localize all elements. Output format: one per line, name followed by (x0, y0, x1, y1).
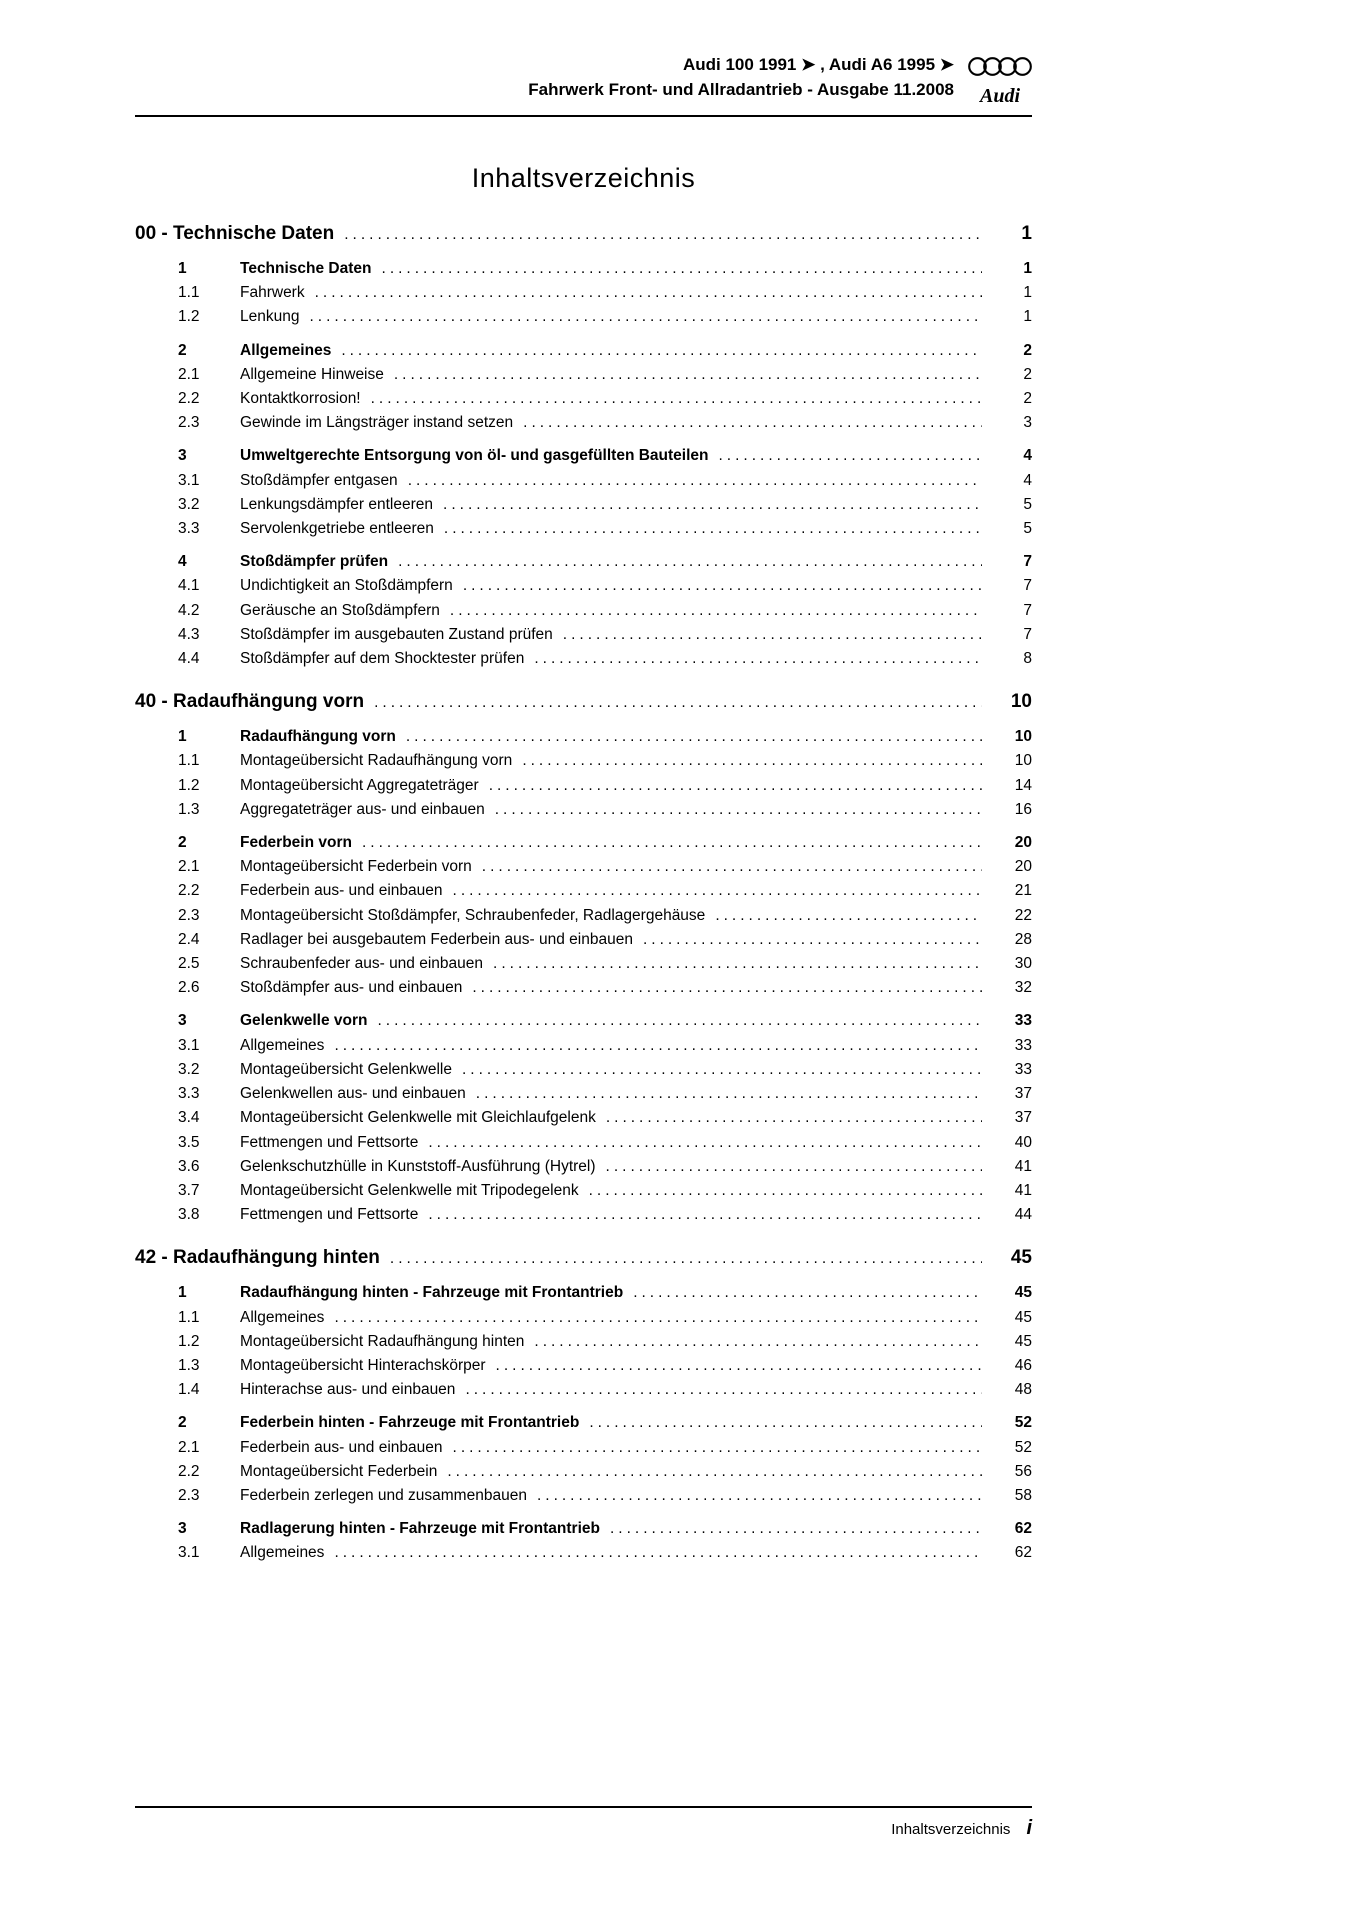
toc-section-title: Umweltgerechte Entsorgung von öl- und gasgefüllten Bauteilen (240, 447, 709, 465)
toc-section-number: 3.2 (178, 495, 200, 513)
toc-section-title: Radlagerung hinten - Fahrzeuge mit Frontantrieb (240, 1520, 600, 1538)
toc-section-number: 2.3 (178, 414, 200, 432)
toc-section-page: 45 (1014, 1284, 1032, 1302)
dot-leader (428, 1203, 982, 1227)
toc-section-title: Gelenkwelle vorn (240, 1012, 368, 1030)
toc-section-number: 3.8 (178, 1206, 200, 1224)
toc-section-title: Montageübersicht Hinterachskörper (240, 1356, 486, 1374)
toc-section-row (135, 257, 1032, 281)
toc-section-page: 37 (1014, 1109, 1032, 1127)
toc-section-row (135, 952, 1032, 976)
toc (135, 220, 1032, 1566)
dot-leader (537, 1484, 982, 1508)
toc-section-page: 62 (1014, 1544, 1032, 1562)
toc-section-title: Montageübersicht Federbein (240, 1462, 438, 1480)
dot-leader (334, 1541, 982, 1565)
dot-leader (394, 363, 982, 387)
toc-section-title: Schraubenfeder aus- und einbauen (240, 955, 484, 973)
dot-leader (493, 952, 982, 976)
toc-section-row (135, 1484, 1032, 1508)
audi-logo-block (968, 52, 1032, 107)
dot-leader (344, 221, 982, 248)
toc-section-number: 2.1 (178, 365, 200, 383)
dot-leader (382, 257, 982, 281)
toc-section-title: Lenkungsdämpfer entleeren (240, 495, 434, 513)
toc-section-number: 1 (178, 1284, 187, 1302)
dot-leader (534, 647, 982, 671)
toc-section-row (135, 599, 1032, 623)
toc-section-row (135, 1306, 1032, 1330)
toc-section-number: 2.2 (178, 390, 200, 408)
toc-section-number: 1 (178, 728, 187, 746)
toc-section-title: Fettmengen und Fettsorte (240, 1206, 419, 1224)
toc-section-title: Technische Daten (240, 260, 372, 277)
toc-chapter-row (135, 688, 1032, 716)
toc-section-row (135, 749, 1032, 773)
toc-section-row (135, 1082, 1032, 1106)
toc-section-page: 52 (1014, 1414, 1032, 1432)
toc-section-page: 21 (1014, 882, 1032, 900)
toc-section-title: Montageübersicht Federbein vorn (240, 858, 472, 876)
toc-section-number: 3 (178, 1520, 187, 1538)
toc-section-page: 8 (1023, 650, 1032, 668)
toc-section-page: 28 (1014, 930, 1032, 948)
toc-section-row (135, 1203, 1032, 1227)
toc-section-title: Radaufhängung vorn (240, 728, 396, 746)
dot-leader (398, 550, 982, 574)
toc-section-number: 3.2 (178, 1060, 200, 1078)
toc-section-page: 40 (1014, 1133, 1032, 1151)
toc-section-title: Stoßdämpfer entgasen (240, 471, 398, 489)
dot-leader (334, 1306, 982, 1330)
toc-section-row (135, 928, 1032, 952)
dot-leader (495, 798, 982, 822)
audi-rings-icon (968, 54, 1032, 84)
toc-section-number: 1.4 (178, 1381, 200, 1399)
toc-section-number: 4.4 (178, 650, 200, 668)
dot-leader (472, 976, 982, 1000)
toc-section-page: 4 (1023, 471, 1032, 489)
toc-section-page: 45 (1014, 1308, 1032, 1326)
toc-section-title: Radlager bei ausgebautem Federbein aus- und einbauen (240, 930, 633, 948)
toc-section-row (135, 387, 1032, 411)
toc-section-title: Servolenkgetriebe entleeren (240, 520, 434, 538)
toc-section-title: Federbein aus- und einbauen (240, 1438, 443, 1456)
toc-section-page: 41 (1014, 1181, 1032, 1199)
toc-chapter-row (135, 1244, 1032, 1272)
dot-leader (408, 469, 982, 493)
toc-section-title: Allgemeines (240, 1544, 325, 1562)
toc-section-row (135, 281, 1032, 305)
toc-section-title: Geräusche an Stoßdämpfern (240, 601, 440, 619)
toc-section-page: 20 (1014, 858, 1032, 876)
dot-leader (378, 1009, 983, 1033)
toc-section-row (135, 363, 1032, 387)
dot-leader (371, 387, 982, 411)
toc-section-row (135, 550, 1032, 574)
toc-chapter-label: 00 - Technische Daten (135, 223, 335, 244)
toc-section-row (135, 855, 1032, 879)
toc-section-number: 4 (178, 553, 187, 571)
header-subtitle-line: Fahrwerk Front- und Allradantrieb - Ausgabe 11.2008 (528, 80, 954, 99)
toc-section-page: 33 (1014, 1036, 1032, 1054)
toc-section-title: Allgemeines (240, 1308, 325, 1326)
toc-section-page: 7 (1023, 553, 1032, 571)
dot-leader (610, 1517, 982, 1541)
toc-section-number: 2.1 (178, 1438, 200, 1456)
toc-section-number: 3.4 (178, 1109, 200, 1127)
toc-section-page: 33 (1014, 1060, 1032, 1078)
toc-section-title: Stoßdämpfer aus- und einbauen (240, 979, 463, 997)
toc-section-number: 2.2 (178, 1462, 200, 1480)
dot-leader (462, 1058, 982, 1082)
toc-section-page: 48 (1014, 1381, 1032, 1399)
toc-section-title: Stoßdämpfer prüfen (240, 553, 389, 571)
dot-leader (522, 749, 982, 773)
toc-section-row (135, 725, 1032, 749)
dot-leader (482, 855, 982, 879)
dot-leader (489, 774, 982, 798)
toc-section-page: 10 (1014, 728, 1032, 746)
toc-section-title: Montageübersicht Aggregateträger (240, 776, 479, 794)
dot-leader (453, 1436, 982, 1460)
toc-section-row (135, 1330, 1032, 1354)
toc-section-page: 2 (1023, 341, 1032, 359)
footer-label: Inhaltsverzeichnis (891, 1821, 1011, 1838)
toc-section-number: 1 (178, 260, 187, 277)
toc-section-row (135, 1354, 1032, 1378)
toc-section-title: Federbein aus- und einbauen (240, 882, 443, 900)
header-text (528, 52, 954, 102)
toc-section-row (135, 1009, 1032, 1033)
dot-leader (315, 281, 982, 305)
toc-section-page: 37 (1014, 1085, 1032, 1103)
toc-section-page: 1 (1023, 284, 1032, 302)
dot-leader (496, 1354, 982, 1378)
dot-leader (390, 1245, 982, 1272)
dot-leader (444, 517, 982, 541)
dot-leader (606, 1106, 982, 1130)
toc-section-row (135, 411, 1032, 435)
toc-section-number: 2.5 (178, 955, 200, 973)
toc-section-number: 3.3 (178, 520, 200, 538)
dot-leader (523, 411, 982, 435)
toc-section-page: 46 (1014, 1356, 1032, 1374)
dot-leader (534, 1330, 982, 1354)
dot-leader (606, 1155, 982, 1179)
dot-leader (476, 1082, 982, 1106)
toc-section-title: Undichtigkeit an Stoßdämpfern (240, 577, 453, 595)
toc-section-page: 22 (1014, 906, 1032, 924)
toc-section-title: Fahrwerk (240, 284, 305, 302)
toc-section-row (135, 493, 1032, 517)
toc-section-page: 5 (1023, 520, 1032, 538)
toc-section-page: 7 (1023, 601, 1032, 619)
dot-leader (718, 444, 982, 468)
dot-leader (563, 623, 982, 647)
toc-section-title: Allgemeine Hinweise (240, 365, 384, 383)
toc-section-row (135, 623, 1032, 647)
toc-section-number: 1.3 (178, 1356, 200, 1374)
toc-section-row (135, 1378, 1032, 1402)
toc-section-row (135, 574, 1032, 598)
dot-leader (374, 689, 982, 716)
toc-section-page: 16 (1014, 800, 1032, 818)
toc-section-row (135, 798, 1032, 822)
toc-section-title: Federbein hinten - Fahrzeuge mit Frontantrieb (240, 1414, 580, 1432)
dot-leader (589, 1411, 982, 1435)
toc-chapter-page: 45 (1010, 1247, 1032, 1269)
toc-section-title: Montageübersicht Stoßdämpfer, Schraubenfeder, Radlagergehäuse (240, 906, 706, 924)
toc-section-title: Federbein vorn (240, 834, 352, 852)
toc-section-row (135, 1517, 1032, 1541)
toc-section-title: Allgemeines (240, 1036, 325, 1054)
toc-section-page: 3 (1023, 414, 1032, 432)
toc-section-title: Radaufhängung hinten - Fahrzeuge mit Frontantrieb (240, 1284, 624, 1302)
toc-chapter-page: 1 (1021, 223, 1032, 244)
toc-section-number: 2.2 (178, 882, 200, 900)
toc-section-number: 4.2 (178, 601, 200, 619)
toc-section-title: Montageübersicht Gelenkwelle (240, 1060, 452, 1078)
toc-section-page: 41 (1014, 1157, 1032, 1175)
toc-section-page: 30 (1014, 955, 1032, 973)
dot-leader (362, 831, 982, 855)
toc-chapter-label: 40 - Radaufhängung vorn (135, 691, 365, 713)
toc-section-title: Montageübersicht Radaufhängung vorn (240, 752, 513, 770)
toc-section-title: Gelenkschutzhülle in Kunststoff-Ausführung (Hytrel) (240, 1157, 596, 1175)
toc-section-number: 2 (178, 1414, 187, 1432)
toc-section-row (135, 1058, 1032, 1082)
toc-section-number: 3.6 (178, 1157, 200, 1175)
toc-section-row (135, 339, 1032, 363)
toc-chapter-row (135, 220, 1032, 248)
dot-leader (643, 928, 982, 952)
toc-section-page: 10 (1014, 752, 1032, 770)
toc-section-title: Allgemeines (240, 341, 332, 359)
toc-section-row (135, 831, 1032, 855)
toc-section-number: 4.1 (178, 577, 200, 595)
toc-section-title: Kontaktkorrosion! (240, 390, 361, 408)
toc-section-row (135, 1106, 1032, 1130)
dot-leader (715, 904, 982, 928)
toc-section-page: 62 (1014, 1520, 1032, 1538)
toc-chapter-page: 10 (1010, 691, 1032, 713)
toc-section-title: Stoßdämpfer auf dem Shocktester prüfen (240, 650, 525, 668)
toc-section-row (135, 879, 1032, 903)
toc-section-row (135, 1131, 1032, 1155)
audi-wordmark: Audi (979, 85, 1021, 107)
toc-section-row (135, 976, 1032, 1000)
toc-section-page: 7 (1023, 625, 1032, 643)
dot-leader (463, 574, 982, 598)
toc-section-number: 3 (178, 1012, 187, 1030)
toc-section-number: 2 (178, 341, 187, 359)
toc-section-title: Lenkung (240, 308, 300, 326)
toc-section-title: Stoßdämpfer im ausgebauten Zustand prüfen (240, 625, 553, 643)
toc-section-page: 7 (1023, 577, 1032, 595)
toc-section-page: 52 (1014, 1438, 1032, 1456)
dot-leader (406, 725, 982, 749)
toc-section-title: Hinterachse aus- und einbauen (240, 1381, 456, 1399)
toc-section-row (135, 647, 1032, 671)
toc-section-number: 4.3 (178, 625, 200, 643)
toc-section-number: 2 (178, 834, 187, 852)
toc-section-row (135, 1460, 1032, 1484)
dot-leader (309, 305, 982, 329)
toc-section-title: Fettmengen und Fettsorte (240, 1133, 419, 1151)
toc-section-number: 3.1 (178, 471, 200, 489)
toc-section-number: 1.2 (178, 776, 200, 794)
toc-section-page: 32 (1014, 979, 1032, 997)
toc-section-row (135, 1281, 1032, 1305)
toc-section-number: 1.2 (178, 1332, 200, 1350)
toc-section-number: 3.3 (178, 1085, 200, 1103)
dot-leader (334, 1034, 982, 1058)
toc-section-number: 1.1 (178, 1308, 200, 1326)
toc-section-page: 44 (1014, 1206, 1032, 1224)
toc-section-row (135, 1541, 1032, 1565)
toc-section-number: 3.1 (178, 1036, 200, 1054)
toc-section-title: Montageübersicht Gelenkwelle mit Tripodegelenk (240, 1181, 579, 1199)
dot-leader (447, 1460, 982, 1484)
toc-section-row (135, 1411, 1032, 1435)
toc-section-row (135, 1034, 1032, 1058)
toc-section-page: 4 (1023, 447, 1032, 465)
toc-section-page: 1 (1023, 308, 1032, 326)
toc-section-row (135, 774, 1032, 798)
toc-section-number: 3.5 (178, 1133, 200, 1151)
toc-section-page: 56 (1014, 1462, 1032, 1480)
toc-section-number: 3.1 (178, 1544, 200, 1562)
toc-section-page: 33 (1014, 1012, 1032, 1030)
toc-section-page: 45 (1014, 1332, 1032, 1350)
toc-section-number: 3.7 (178, 1181, 200, 1199)
toc-section-row (135, 305, 1032, 329)
toc-section-row (135, 517, 1032, 541)
footer-page-number: i (1026, 1817, 1032, 1839)
toc-section-number: 1.1 (178, 752, 200, 770)
toc-section-title: Aggregateträger aus- und einbauen (240, 800, 485, 818)
toc-section-page: 14 (1014, 776, 1032, 794)
toc-section-number: 3 (178, 447, 187, 465)
dot-leader (341, 339, 982, 363)
toc-section-number: 2.3 (178, 1486, 200, 1504)
toc-section-row (135, 1179, 1032, 1203)
dot-leader (428, 1131, 982, 1155)
dot-leader (443, 493, 982, 517)
toc-section-page: 5 (1023, 495, 1032, 513)
toc-section-page: 2 (1023, 390, 1032, 408)
toc-section-page: 58 (1014, 1486, 1032, 1504)
toc-section-row (135, 1155, 1032, 1179)
page-title: Inhaltsverzeichnis (471, 163, 696, 193)
header-vehicle-line: Audi 100 1991 ➤ , Audi A6 1995 ➤ (682, 55, 954, 74)
toc-section-number: 2.6 (178, 979, 200, 997)
toc-section-row (135, 444, 1032, 468)
toc-section-row (135, 904, 1032, 928)
toc-section-row (135, 469, 1032, 493)
dot-leader (633, 1281, 982, 1305)
toc-section-number: 1.1 (178, 284, 200, 302)
toc-section-number: 1.2 (178, 308, 200, 326)
toc-section-page: 20 (1014, 834, 1032, 852)
toc-section-title: Gelenkwellen aus- und einbauen (240, 1085, 466, 1103)
dot-leader (589, 1179, 982, 1203)
toc-chapter-label: 42 - Radaufhängung hinten (135, 1247, 380, 1269)
dot-leader (453, 879, 982, 903)
toc-section-title: Montageübersicht Radaufhängung hinten (240, 1332, 525, 1350)
toc-section-number: 2.4 (178, 930, 200, 948)
toc-section-number: 2.3 (178, 906, 200, 924)
toc-section-number: 1.3 (178, 800, 200, 818)
toc-section-title: Federbein zerlegen und zusammenbauen (240, 1486, 527, 1504)
toc-section-page: 2 (1023, 365, 1032, 383)
toc-section-page: 1 (1023, 260, 1032, 277)
page (135, 0, 1032, 1566)
dot-leader (465, 1378, 982, 1402)
toc-section-number: 2.1 (178, 858, 200, 876)
toc-section-title: Montageübersicht Gelenkwelle mit Gleichlaufgelenk (240, 1109, 596, 1127)
toc-section-title: Gewinde im Längsträger instand setzen (240, 414, 514, 432)
dot-leader (450, 599, 982, 623)
page-footer (135, 1806, 1032, 1840)
page-header (135, 0, 1032, 117)
toc-section-row (135, 1436, 1032, 1460)
